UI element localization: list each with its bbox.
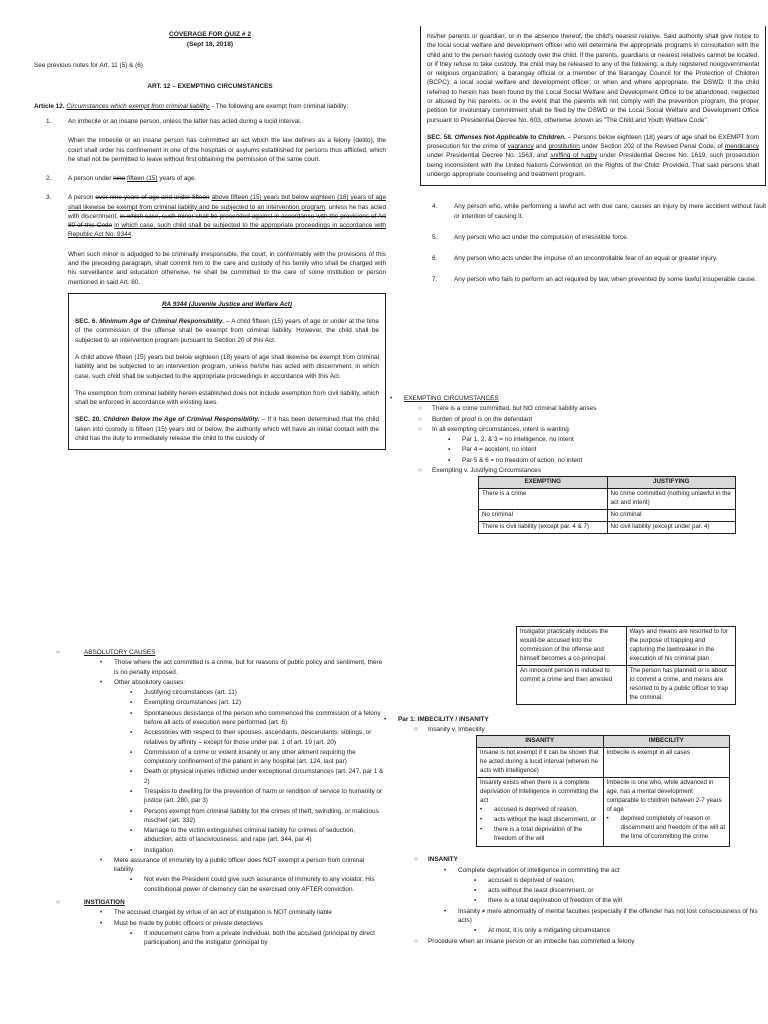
table-cell: No criminal — [479, 510, 608, 522]
ins-h2-row — [414, 855, 768, 864]
item-3-text — [68, 193, 386, 239]
ins-i3-text: Procedure when an insane person or an imbecile has committed a felony — [428, 937, 635, 945]
list-item — [474, 886, 768, 895]
ins-i1 — [444, 866, 768, 875]
ins-r2b-sub: deprived completely of reason or discernment and freedom of the will at the time of committing the crime — [620, 815, 726, 841]
circle-bullet-icon: ○ — [418, 415, 422, 423]
bullet-icon: • — [100, 659, 103, 667]
sec58-a: – Persons below eighteen (18) years of age shall be EXEMPT from prosecution for the crime of — [427, 133, 760, 151]
abs-sub-text: Trespass to dwelling for the prevention of harm or rendition of service to humanity or justice (art. 280, par 3) — [144, 787, 383, 805]
sec20-title: Children Below the Age of Criminal Responsibility. — [103, 416, 260, 424]
list-item — [607, 815, 727, 842]
ex-b2-text: Burden of proof is on the defendant — [432, 415, 533, 423]
ins-b1-text: Insanity v. Imbecility — [428, 726, 485, 734]
bullet-icon: ▪ — [130, 827, 133, 835]
item-3-a: A person — [68, 194, 96, 202]
abs-sub-text: Justifying circumstances (art. 11) — [144, 689, 237, 697]
item-2-a: A person under — [68, 175, 114, 183]
bullet-icon: ▪ — [130, 709, 133, 717]
list-item — [480, 816, 600, 825]
table-header-row — [477, 736, 730, 748]
bullet-icon: • — [480, 826, 483, 834]
bullet-icon: • — [100, 909, 103, 917]
table-cell: An innocent person is induced to commit a crime and then arrested — [517, 665, 627, 704]
abs-b3-sub — [130, 875, 386, 894]
item-6-text: Any person who acts under the impulse of an uncontrollable fear of an equal or greater injury. — [454, 255, 718, 263]
instig-heading-row — [56, 898, 386, 907]
sec6-title: Minimum Age of Criminal Responsibility. — [99, 318, 224, 326]
bullet-icon: ▪ — [130, 929, 133, 937]
abs-sub-text: Commission of a crime or violent insanity or any other ailment requiring the compulsory confinement of the patient in any hospital (art. 124, last par) — [144, 748, 356, 766]
bottom-right-column — [384, 626, 768, 947]
table-row — [517, 627, 736, 666]
list-item — [130, 846, 386, 855]
instig-sub — [130, 929, 386, 948]
item-7-num: 7. — [432, 276, 438, 284]
ex-b1 — [418, 404, 766, 413]
item-1-text: An imbecile or an insane person, unless the latter has acted during a lucid interval. — [68, 117, 302, 125]
ins-i1-sub: accused is deprived of reason, — [488, 876, 575, 884]
abs-b2-text: Other absolutory causes: — [114, 678, 186, 686]
item-7-text: Any person who fails to perform an act required by law, when prevented by some lawful insuperable cause. — [454, 276, 757, 284]
table-cell: The person has planned or is about to commit a crime, and means are resorted to by a public officer to trap the criminal. — [626, 665, 736, 704]
ins-r2a: Insanity exists when there is a complete deprivation of intelligence in committing the act — [480, 779, 599, 805]
bullet-icon: ▪ — [130, 876, 133, 884]
sec58-para — [427, 133, 759, 179]
table-row — [477, 748, 730, 778]
item-6 — [420, 254, 766, 263]
bullet-icon: • — [444, 866, 447, 874]
item-3-struck2: in which case, such minor shall be proceeded against in accordance with the provisions of Art 80 of this Code — [68, 212, 387, 230]
sec20-label: SEC. 20. — [75, 416, 102, 424]
ins-r2a-sub: acts without the least discernment, or — [494, 816, 597, 824]
sec58-mendicancy: mendicancy — [724, 143, 760, 151]
instig-b1 — [100, 908, 386, 917]
ex-sub-1-text: Par 1, 2, & 3 = no intelligence, no intent — [462, 436, 574, 444]
item-2 — [34, 174, 386, 183]
item-3-para: When such minor is adjudged to be criminally irresponsible, the court, in conformably with the provisions of this and the preceding paragraph, shall commit him to the care and custody of his family who shall be charged with his surveillance and education otherwise, he shall be committed to the care of some institution or person mentioned in said Art. 80. — [68, 250, 386, 286]
bullet-icon: • — [384, 715, 387, 723]
art12-title: Circumstances which exempt from criminal liability. — [66, 102, 211, 110]
left-column — [34, 30, 386, 450]
bullet-icon: • — [606, 815, 609, 823]
item-3-e: , unless he has acted with discernment, — [68, 203, 386, 220]
abs-b3-text: Mere assurance of immunity by a public officer does NOT exempt a person from criminal liability. — [114, 856, 365, 874]
bullet-icon: • — [100, 856, 103, 864]
table-header-row — [479, 477, 736, 489]
bullet-icon: ▪ — [474, 887, 477, 895]
doc-title: COVERAGE FOR QUIZ # 2 — [168, 31, 252, 38]
table-cell: No civil liability (except under par. 4) — [607, 522, 736, 534]
ins-i3 — [414, 937, 768, 946]
list-item — [130, 728, 386, 747]
table-cell: Ways and means are resorted to for the purpose of trapping and capturing the lawbreaker in the execution of his criminal plan — [626, 627, 736, 666]
item-3-i: . — [131, 231, 134, 239]
ex-sub-2-text: Par 4 = accident, no intent — [462, 446, 537, 454]
th-exempting: EXEMPTING — [479, 477, 608, 489]
table-row — [517, 665, 736, 704]
item-4-text: Any person who, while performing a lawful act with due care, causes an injury by mere accident without fault or intention of causing it. — [454, 203, 766, 220]
abs-b2 — [100, 678, 386, 687]
bullet-icon: ▪ — [474, 876, 477, 884]
ex-b1-text: There is a crime committed, but NO criminal liability arises — [432, 405, 597, 413]
abs-sub-text: Instigation — [144, 846, 174, 854]
abs-sub-list — [130, 688, 386, 855]
list-item — [130, 787, 386, 806]
abs-sub-text: Persons exempt from criminal liability for the crimes of theft, swindling, or malicious mischief (art. 332) — [144, 807, 379, 824]
bullet-icon: ▪ — [130, 729, 133, 737]
bullet-icon: ▪ — [130, 787, 133, 795]
bullet-icon: • — [390, 395, 393, 402]
item-2-text — [68, 174, 386, 183]
circle-bullet-icon: ○ — [418, 466, 422, 474]
bullet-icon: ▪ — [130, 768, 133, 776]
sec20-cont: his/her parents or guardian, or in the absence thereof, the child's nearest relative. Said authority shall give notice to the local social welfare and development officer who will determine the appropriate programs in consultation with the child and to the person having custody over the child. If the parents, guardians or nearest relatives cannot be located, or if they refuse to take custody, the child may be released to any of the following: a duly registered nongovernmental or religious organization; a barangay official or a member of the Barangay Council for the Protection of Children (BCPC); a local social welfare and development officer; or when and where appropriate, the DSWD. If the child referred to herein has been found by the Local Social Welfare and Development Office to be abandoned, neglected or abused by his parents, or in the event that the parents will not comply with the prevention program, the proper petition for involuntary commitment shall be filed by the DSWD or the Local Social Welfare and Development Office pursuant to Presidential Decree No. 603, otherwise ,known as "The Child and Youth Welfare Code". — [427, 33, 759, 124]
sec6-text: – A child fifteen (15) years of age or under at the time of the commission of the offense shall be exempt from criminal liability. However, the child shall be subjected to an intervention program pursuant to Section 20 of this Act. — [75, 318, 379, 344]
bullet-icon: ▪ — [130, 846, 133, 854]
par1-heading: Par 1: IMBECILITY / INSANITY — [398, 715, 489, 723]
th-imbecility: IMBECILITY — [603, 736, 730, 748]
sec58-c: and — [533, 143, 549, 151]
abs-sub-text: Exempting circumstances (art. 12) — [144, 699, 241, 707]
art-title: ART. 12 – EXEMPTING CIRCUMSTANCES — [147, 83, 273, 91]
list-item — [130, 709, 386, 728]
bullet-icon: ▪ — [474, 897, 477, 905]
ins-i1-text: Complete deprivation of intelligence in committing the act — [458, 866, 620, 874]
ex-sub-3 — [448, 456, 766, 465]
ra9344-box-cont — [420, 26, 766, 186]
table-cell: There is civil liability (except par. 4 & 7) — [479, 522, 608, 534]
table-row — [479, 510, 736, 522]
ra9344-box — [68, 293, 386, 450]
sec58-e: under Section 202 of the Revised Penal Code, of — [579, 143, 725, 151]
bullet-icon: • — [100, 919, 103, 927]
ins-i2-sub — [474, 926, 768, 935]
abs-b3 — [100, 856, 386, 875]
sec20-text: – If it has been determined that the child taken into custody is fifteen (15) years old or below, the authority which will have an initial contact with the child has the duty to immediately release the child to the custody of — [75, 416, 379, 442]
instig-b2 — [100, 919, 386, 928]
table-cell: There is a crime — [479, 489, 608, 510]
doc-date: (Sept 18, 2018) — [186, 40, 234, 48]
table-cell — [603, 778, 730, 847]
circle-bullet-icon: ○ — [414, 726, 418, 734]
right-column — [420, 30, 766, 295]
list-item — [474, 896, 768, 905]
item-2-struck: nine — [113, 175, 126, 183]
art12-label: Article 12. — [34, 102, 65, 110]
bullet-icon: ▪ — [474, 927, 477, 935]
abs-b3-sub-text: Not even the President could give such assurance of immunity to any violator. His constitutional power of clemency can be exercised only AFTER conviction. — [144, 876, 375, 893]
bullet-icon: ▪ — [130, 689, 133, 697]
circle-bullet-icon: ○ — [56, 649, 60, 656]
abs-sub-text: Accessories with respect to their spouses, ascendants, descendants, siblings, or relatives by affinity – except for those under par. 1 of art. 19 (art. 20) — [144, 729, 372, 746]
ins-i2-sub-text: At most, it is only a mitigating circumstance — [488, 927, 611, 935]
item-2-num: 2. — [46, 175, 52, 183]
bullet-icon: • — [100, 678, 103, 686]
absolutory-section — [56, 648, 386, 948]
item-1-num: 1. — [46, 117, 52, 125]
item-2-amend: fifteen (15) — [127, 175, 158, 183]
item-5-text: Any person who act under the compulsion of irresistible force. — [454, 233, 629, 241]
table-cell: Instigator practically induces the would-be accused into the commission of the offense and himself becomes a co-principal — [517, 627, 627, 666]
ins-i1-sub: acts without the least discernment, or — [488, 887, 594, 895]
ex-b4 — [418, 466, 766, 475]
exempting-section — [390, 394, 766, 534]
th-insanity: INSANITY — [477, 736, 604, 748]
ex-sub-1 — [448, 435, 766, 444]
art12-lead — [34, 102, 386, 111]
ins-i2 — [444, 907, 768, 926]
table-row — [479, 489, 736, 510]
item-5-num: 5. — [432, 233, 438, 241]
abs-heading-row — [56, 648, 386, 657]
circle-bullet-icon: ○ — [418, 425, 422, 433]
sec20-para — [75, 415, 379, 443]
item-3-amend1: above fifteen (15) years but below eighteen (18) years of age shall likewise be exempt from criminal liability and be subjected to an intervention program — [68, 194, 386, 211]
bullet-icon: • — [480, 806, 483, 814]
table-cell — [477, 778, 604, 847]
item-1-para: When the imbecile or an insane person has committed an act which the law defines as a felony (delito), the court shall order his confinement in one of the hospitals or asylums established for persons thus afflicted, which he shall not be permitted to leave without first obtaining the permission of the same court. — [68, 137, 386, 163]
sec58-title: Offenses Not Applicable to Children. — [454, 133, 566, 141]
table-row — [479, 522, 736, 534]
art12-rest: - The following are exempt from criminal liability: — [210, 102, 349, 110]
ins-i2-text: Insanity ≠ mere abnormality of mental faculties (especially if the offender has not lost consciousness of his acts) — [458, 907, 758, 924]
exempting-table — [478, 476, 736, 534]
sec6-para3: The exemption from criminal liability herein established does not include exemption from civil liability, which shall be enforced in accordance with existing laws. — [75, 389, 379, 407]
exempting-heading: EXEMPTING CIRCUMSTANCES — [404, 395, 499, 402]
item-6-num: 6. — [432, 255, 438, 263]
item-4-num: 4. — [432, 203, 438, 211]
abs-b1 — [100, 658, 386, 677]
insanity-table — [476, 735, 730, 847]
list-item — [130, 688, 386, 697]
item-5 — [420, 233, 766, 242]
ex-b3-text: In all exempting circumstances, intent is wanting — [432, 425, 569, 433]
bullet-icon: ▪ — [448, 436, 451, 444]
list-item — [130, 748, 386, 767]
abs-b1-text: Those where the act committed is a crime, but for reasons of public policy and sentiment, there is no penalty imposed. — [114, 659, 383, 676]
item-3-struck1: over nine years of age and under fifteen — [95, 194, 210, 202]
bullet-icon: ▪ — [448, 446, 451, 454]
item-2-e: years of age. — [157, 175, 197, 183]
sec6-para2: A child above fifteen (15) years but below eighteen (18) years of age shall likewise be exempt from criminal liability and be subjected to an intervention program, unless he/she has acted with discernment, in which case, such child shall be subjected to the appropriate proceedings in accordance with this Act. — [75, 354, 379, 380]
ins-i1-sub: there is a total deprivation of freedom of the will — [488, 897, 622, 905]
ins-r2b: Imbecile is one who, while advanced in age, has a mental development comparable to children between 2-7 years of age — [606, 779, 722, 814]
circle-bullet-icon: ○ — [56, 899, 60, 907]
items-4-7 — [420, 202, 766, 284]
instig-heading: INSTIGATION — [84, 899, 125, 907]
ins-b1 — [414, 725, 768, 734]
sec58-g: under Presidential Decree No. 1563, and — [427, 152, 551, 160]
instig-b2-text: Must be made by public officers or private detectives — [114, 919, 263, 927]
bullet-icon: ▪ — [130, 748, 133, 756]
list-item — [480, 826, 600, 844]
ex-sub-2 — [448, 445, 766, 454]
bullet-icon: ▪ — [130, 699, 133, 707]
circle-bullet-icon: ○ — [414, 856, 418, 864]
ex-b4-text: Exempting v. Justifying Circumstances — [432, 466, 541, 474]
sec58-prostitution: prostitution — [548, 143, 580, 151]
sec58-label: SEC. 58. — [427, 133, 453, 141]
ins-r2a-sub: there is a total deprivation of the freedom of the will — [494, 826, 583, 843]
bullet-icon: • — [480, 816, 483, 824]
ins-r2a-sub: accused is deprived of reason, — [494, 806, 578, 814]
table-cell: Imbecile is exempt in all cases — [603, 748, 730, 778]
item-7 — [420, 275, 766, 284]
abs-sub-text: Spontaneous desistance of the person who commenced the commission of a felony before all acts of execution were performed (art. 6) — [144, 709, 381, 726]
th-justifying: JUSTIFYING — [607, 477, 736, 489]
bullet-icon: ▪ — [448, 456, 451, 464]
table-cell: No crime committed (nothing unlawful in the act and intent) — [607, 489, 736, 510]
ins-h2: INSANITY — [428, 856, 458, 864]
abs-heading: ABSOLUTORY CAUSES — [84, 649, 156, 656]
list-item — [474, 876, 768, 885]
table-cell: No criminal — [607, 510, 736, 522]
list-item — [130, 807, 386, 826]
abs-sub-text: Marriage to the victim extinguishes criminal liability for crimes of seduction, abduction, acts of lasciviousness, and rape (art. 344, par 4) — [144, 827, 355, 844]
list-item — [480, 806, 600, 815]
instigation-table — [516, 626, 736, 705]
exempting-heading-row — [390, 394, 766, 403]
ex-b2 — [418, 415, 766, 424]
table-cell: Insane is not exempt if it can be shown that he acted during a lucid interval (wherein he acts with intelligence) — [477, 748, 604, 778]
instig-b1-text: The accused charged by virtue of an act of instigation is NOT criminally liable — [114, 909, 332, 917]
list-item — [130, 826, 386, 845]
abs-sub-text: Death or physical injuries inflicted under exceptional circumstances (art. 247, par 1 & 2) — [144, 768, 384, 785]
sec58-vagrancy: vagrancy — [507, 143, 534, 151]
item-4 — [420, 202, 766, 221]
item-1 — [34, 117, 386, 126]
bullet-icon: ▪ — [130, 807, 133, 815]
list-item — [130, 767, 386, 786]
par1-heading-row — [384, 715, 768, 724]
circle-bullet-icon: ○ — [414, 937, 418, 945]
sec6-para — [75, 317, 379, 345]
list-item — [130, 698, 386, 707]
sec58-i: under Presidential Decree No. 1619, such prosecution being inconsistent with the United Nations Convention on the Rights of the Child: Provided, That said persons shall undergo appropriate counseling and treatment program. — [427, 152, 760, 178]
item-3-num: 3. — [46, 194, 52, 202]
bullet-icon: • — [444, 907, 447, 915]
ra9344-title: RA 9344 (Juvenile Justice and Welfare Act) — [161, 300, 293, 308]
instig-sub-text: If inducement came from a private individual, both the accused (principal by direct participation) and the instigator (principal by — [144, 929, 375, 947]
sec6-label: SEC. 6. — [75, 318, 98, 326]
see-prev-note: See previous notes for Art. 11 (5) & (6) — [34, 62, 143, 70]
ex-sub-3-text: Par 5 & 6 = no freedom of action, no intent — [462, 456, 583, 464]
item-3-amend2: in which case, such child shall be subjected to the appropriate proceedings in accordance with Republic Act No. 9344 — [68, 222, 386, 239]
table-row — [477, 778, 730, 847]
item-3 — [34, 193, 386, 239]
sec58-rugby: sniffing of rugby — [550, 152, 598, 160]
circle-bullet-icon: ○ — [418, 405, 422, 413]
ex-b3 — [418, 425, 766, 434]
